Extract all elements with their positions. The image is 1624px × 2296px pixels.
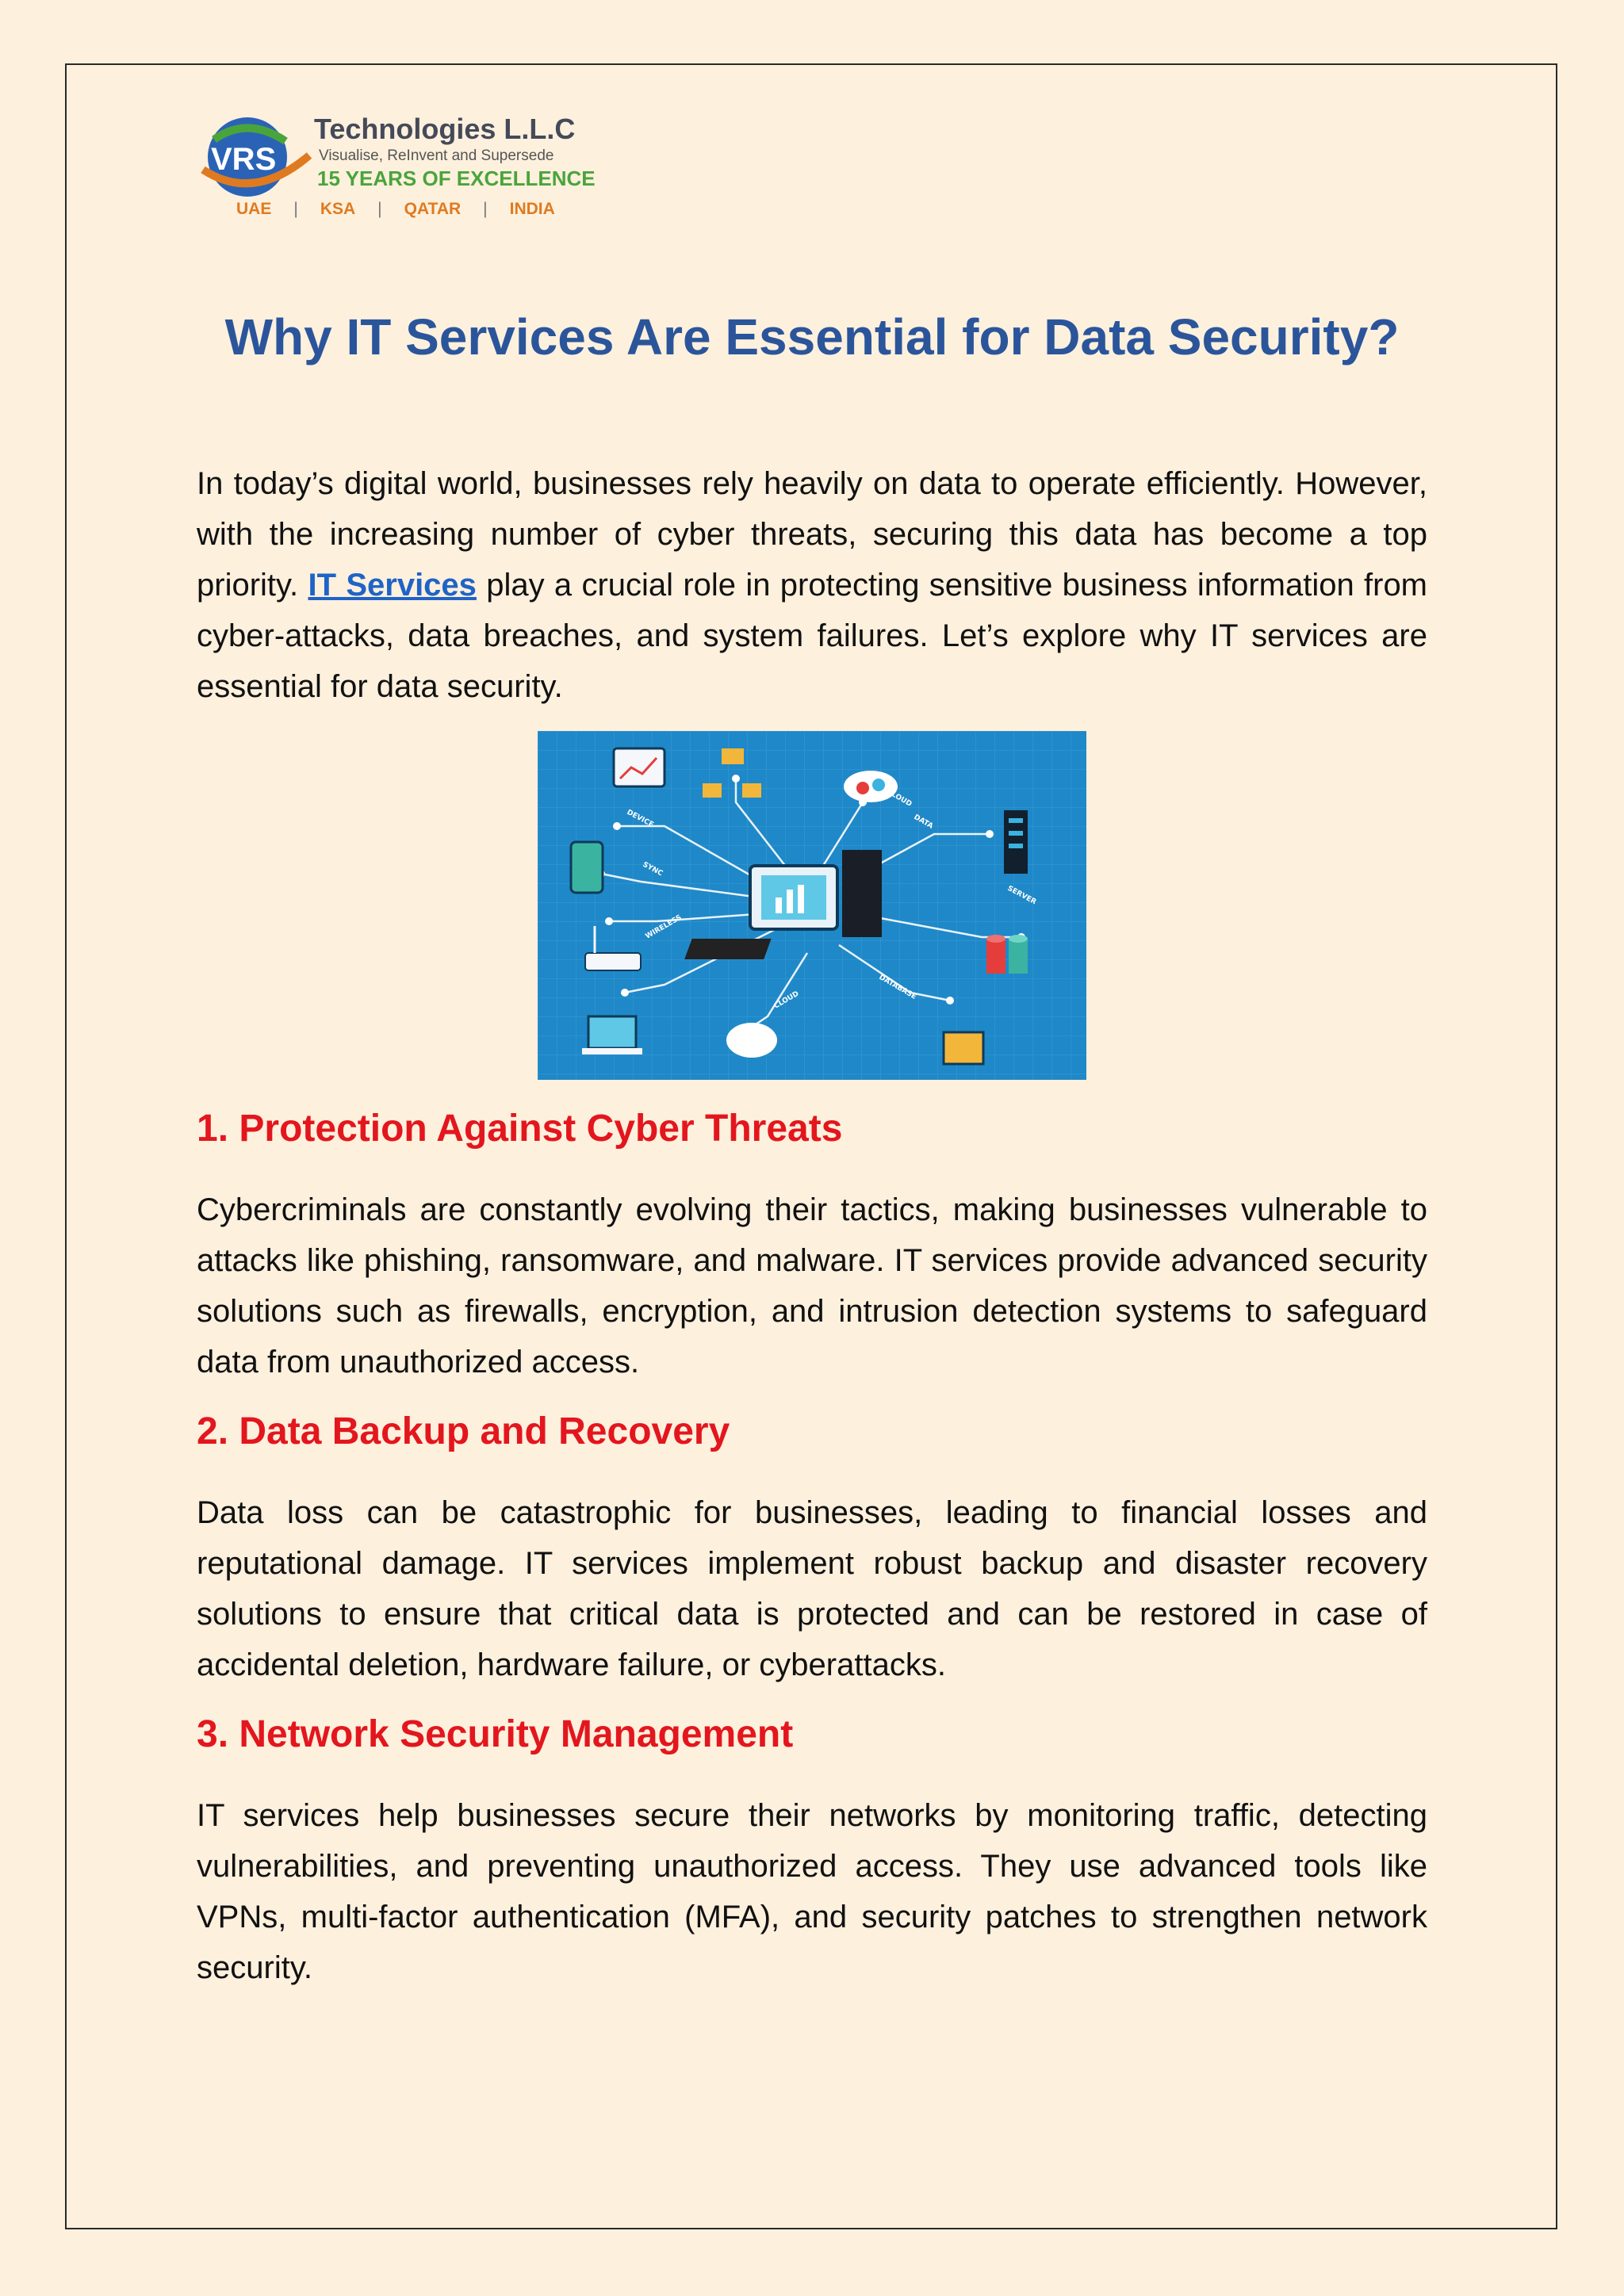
region-qatar: QATAR xyxy=(404,200,462,218)
page-title: Why IT Services Are Essential for Data Security? xyxy=(224,308,1400,365)
label-cloud-bottom: CLOUD xyxy=(772,989,801,1011)
router-icon xyxy=(585,953,641,970)
cloud-upload-icon xyxy=(726,1023,777,1058)
intro-text-before: In today’s digital world, businesses rely heavily on data to operate efficiently. However, with the increasing number of cyber threats, securing this data has become a top priority. xyxy=(197,466,1427,603)
section-1-heading: 1. Protection Against Cyber Threats xyxy=(197,1108,843,1150)
section-3-heading: 3. Network Security Management xyxy=(197,1713,794,1755)
vrs-globe-icon xyxy=(198,108,317,203)
region-uae: UAE xyxy=(236,200,272,218)
label-sync: SYNC xyxy=(641,860,665,878)
logo-years: 15 YEARS OF EXCELLENCE xyxy=(317,166,596,190)
region-india: INDIA xyxy=(509,200,555,218)
logo-monogram: VRS xyxy=(211,142,277,177)
region-ksa: KSA xyxy=(320,200,356,218)
logo-tagline: Visualise, ReInvent and Supersede xyxy=(319,147,554,164)
label-server: SERVER xyxy=(1005,884,1038,907)
device-chart-icon xyxy=(614,748,665,786)
section-1-body: Cybercriminals are constantly evolving their tactics, making businesses vulnerable to attacks like phishing, ransomware, and malware. IT services provide advanced security solutions such as firewalls, encryption, and intrusion detection systems to safeguard data from unauthorized access. xyxy=(197,1192,1427,1380)
logo-company-name: Technologies L.L.C xyxy=(314,113,576,145)
laptop-icon xyxy=(588,1016,636,1048)
network-diagram-image xyxy=(538,731,1086,1080)
intro-paragraph xyxy=(197,458,1427,712)
logo-regions: UAE | KSA | QATAR | INDIA xyxy=(236,200,555,218)
chip-icon xyxy=(944,1032,983,1064)
company-logo xyxy=(198,108,595,227)
label-wireless: WIRELESS xyxy=(644,913,684,941)
label-cloud-top: CLOUD xyxy=(885,787,914,809)
tablet-icon xyxy=(571,842,603,893)
it-services-link[interactable]: IT Services xyxy=(308,568,477,603)
label-database: DATABASE xyxy=(877,973,918,1001)
intro-text-after: play a crucial role in protecting sensitive business information from cyber-attacks, data breaches, and system failures. Let’s explore why IT services are essential for data security. xyxy=(197,568,1428,704)
section-3-body: IT services help businesses secure their networks by monitoring traffic, detecting vulnerabilities, and preventing unauthorized access. They use advanced tools like VPNs, multi-factor authentication (MFA), and security patches to strengthen network security. xyxy=(197,1798,1427,1985)
label-device: DEVICE xyxy=(625,808,655,829)
section-2-body: Data loss can be catastrophic for businesses, leading to financial losses and reputational damage. IT services implement robust backup and disaster recovery solutions to ensure that critical data is protected and can be restored in case of accidental deletion, hardware failure, or cyberattacks. xyxy=(197,1495,1427,1682)
cloud-icon xyxy=(844,771,898,802)
network-illustration xyxy=(538,731,1086,1080)
label-data: DATA xyxy=(912,813,935,831)
section-2-heading: 2. Data Backup and Recovery xyxy=(197,1410,730,1452)
